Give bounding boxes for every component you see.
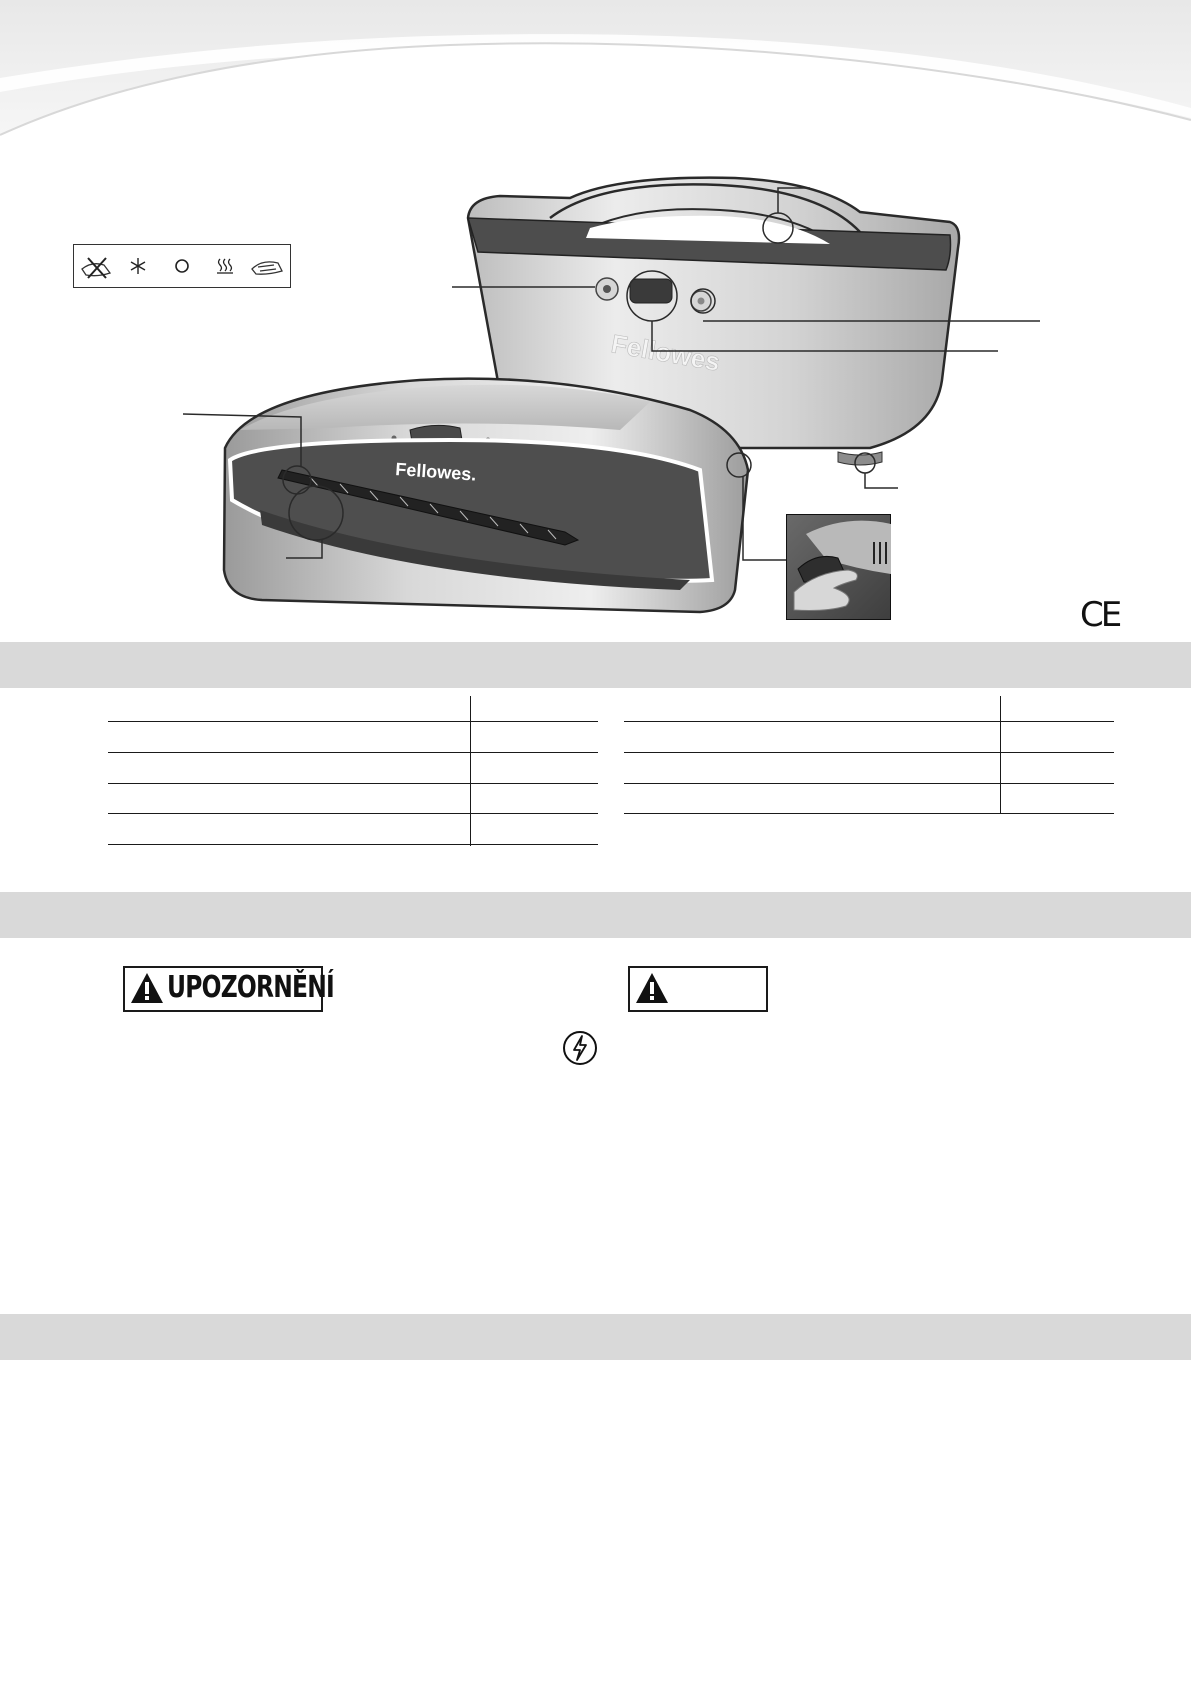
electric-shock-icon (562, 1030, 598, 1066)
front-logo: Fellowes. (394, 459, 477, 485)
section-band-instructions (0, 1314, 1191, 1360)
table-row (624, 721, 1114, 722)
back-logo: Fellowes (608, 328, 723, 377)
table-row (108, 783, 598, 784)
warning-triangle-icon (634, 971, 670, 1005)
table-row (624, 813, 1114, 814)
release-lever-inset (786, 514, 891, 620)
spec-table-left (108, 696, 598, 846)
warning-triangle-icon (129, 971, 165, 1005)
caution-label-text: UPOZORNĚNÍ (167, 970, 334, 1005)
header-swoosh (0, 0, 1191, 150)
table-row (624, 783, 1114, 784)
table-row (624, 752, 1114, 753)
table-row (108, 721, 598, 722)
laminator-illustration (0, 150, 1191, 630)
table-row (108, 813, 598, 814)
ce-mark: CE (1080, 595, 1120, 635)
table-row (108, 752, 598, 753)
spec-table-right (624, 696, 1114, 814)
section-band-specifications (0, 642, 1191, 688)
warning-label-box (628, 966, 768, 1012)
table-row (108, 844, 598, 845)
laminator-front-unit (224, 379, 748, 612)
section-band-safety (0, 892, 1191, 938)
caution-label-box (123, 966, 334, 1012)
